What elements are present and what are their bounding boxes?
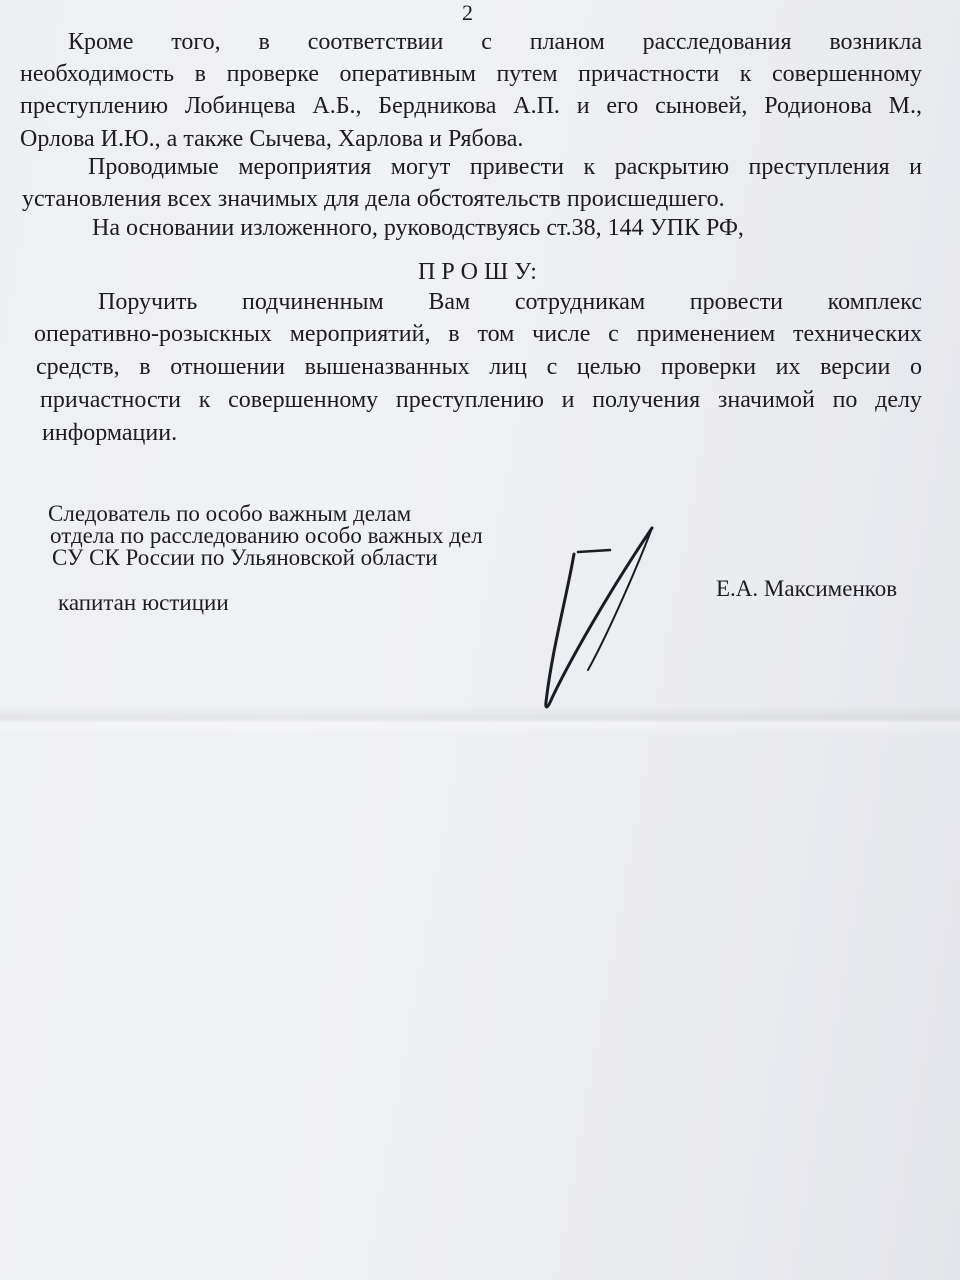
signatory-name: Е.А. Максименков [716, 576, 898, 601]
signatory-position-line-3: СУ СК России по Ульяновской области [52, 545, 438, 570]
request-line-2: оперативно-розыскных мероприятий, в том числе с применением технических [34, 321, 922, 347]
paragraph-2-line-1: Проводимые мероприятия могут привести к раскрытию преступления и [88, 154, 922, 180]
paragraph-3: На основании изложенного, руководствуясь ст.38, 144 УПК РФ, [92, 215, 744, 241]
paragraph-1-line-1: Кроме того, в соответствии с планом расследования возникла [68, 29, 922, 55]
request-line-3: средств, в отношении вышеназванных лиц с целью проверки их версии о [36, 354, 922, 380]
paragraph-1-line-2: необходимость в проверке оперативным путем причастности к совершенному [20, 61, 922, 87]
signatory-position-line-1: Следователь по особо важным делам [48, 501, 412, 526]
signatory-rank: капитан юстиции [58, 590, 229, 615]
paragraph-1-line-3: преступлению Лобинцева А.Б., Бердникова А.П. и его сыновей, Родионова М., [20, 93, 922, 119]
paper-fold [0, 705, 960, 735]
request-line-4: причастности к совершенному преступлению и получения значимой по делу [40, 387, 922, 413]
page-number: 2 [462, 0, 473, 25]
handwritten-signature [530, 520, 670, 720]
request-line-1: Поручить подчиненным Вам сотрудникам провести комплекс [98, 289, 922, 315]
paragraph-1-line-4: Орлова И.Ю., а также Сычева, Харлова и Рябова. [20, 126, 524, 152]
request-heading: П Р О Ш У: [418, 259, 537, 285]
paragraph-2-line-2: установления всех значимых для дела обстоятельств происшедшего. [22, 186, 725, 212]
signatory-position-line-2: отдела по расследованию особо важных дел [50, 523, 483, 548]
request-line-5: информации. [42, 420, 178, 446]
